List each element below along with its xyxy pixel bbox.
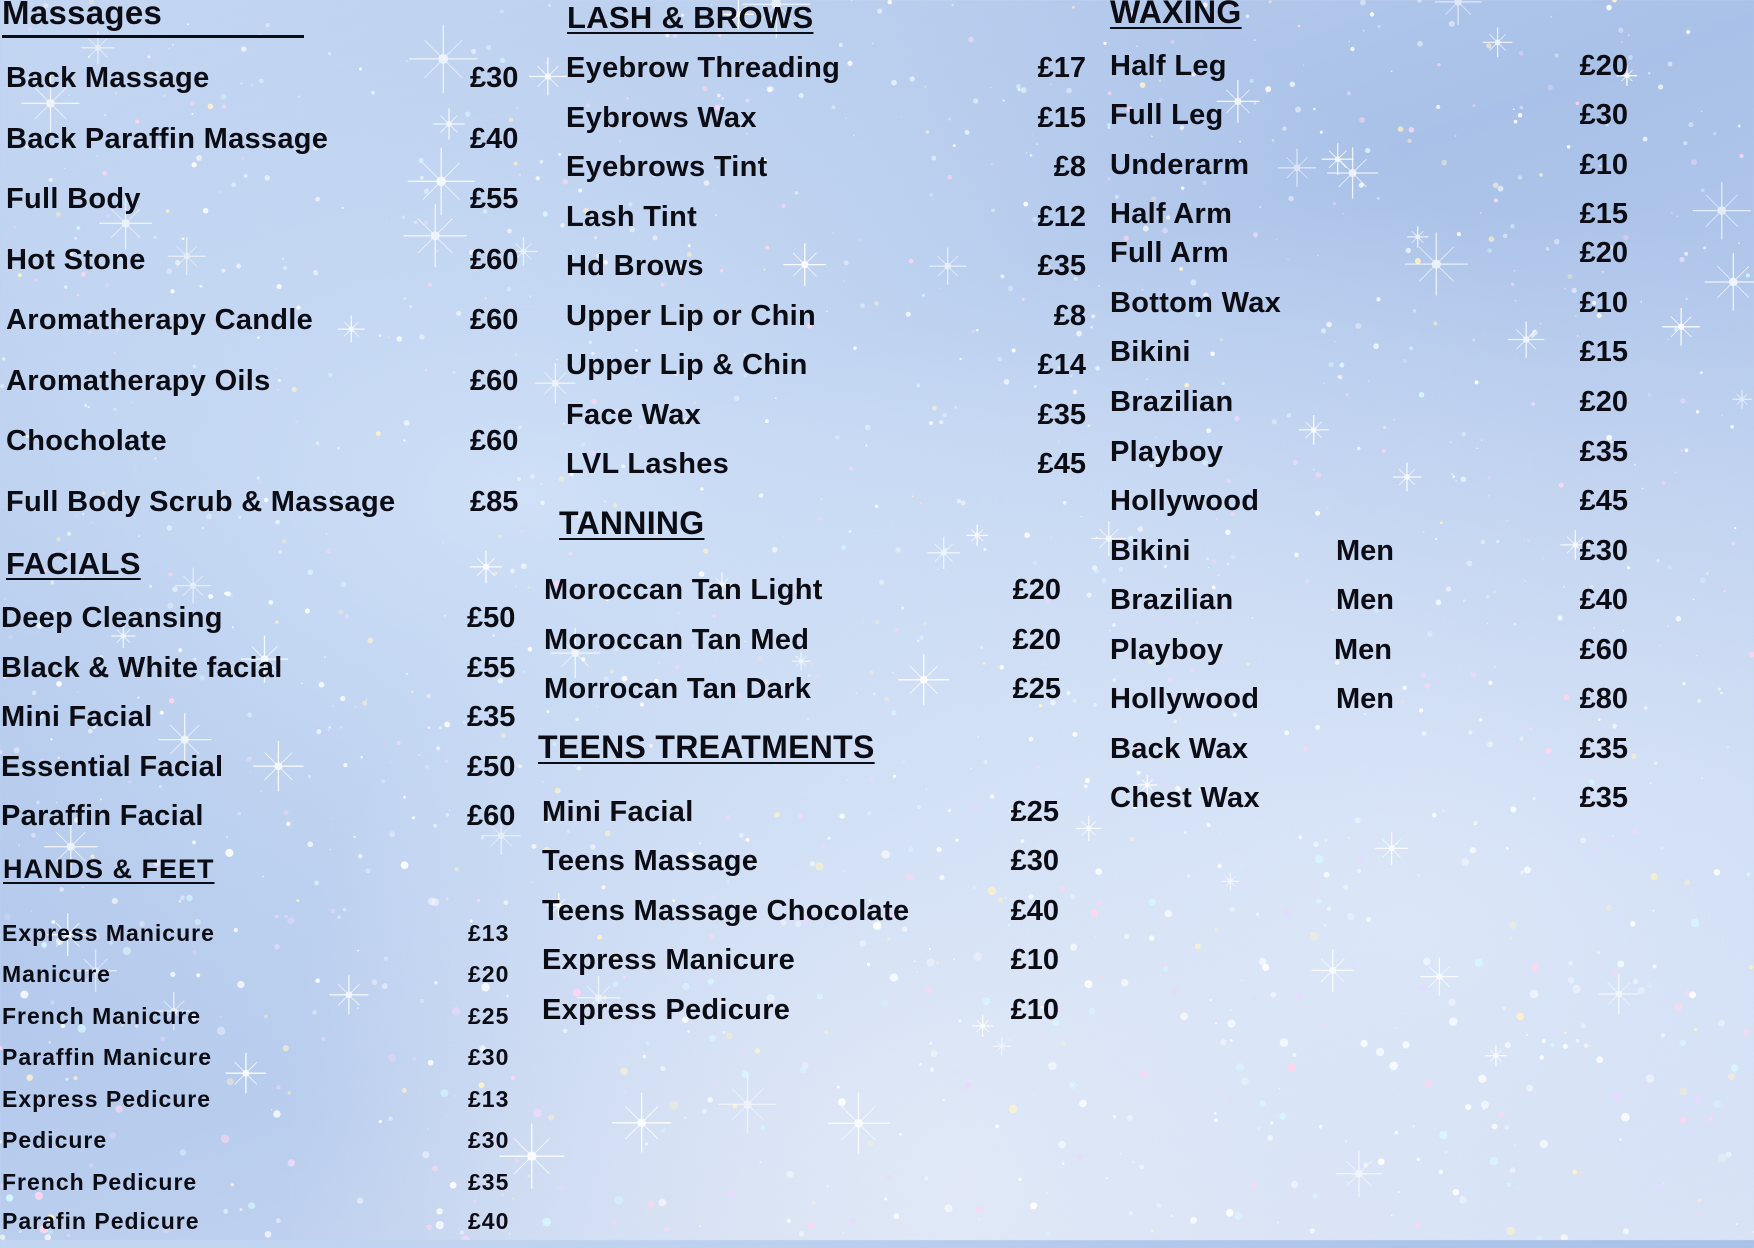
menu-item	[2, 1127, 522, 1167]
item-name: LVL Lashes	[566, 448, 730, 480]
item-name: Hollywood	[1110, 683, 1260, 715]
item-price: £35	[1579, 782, 1628, 814]
item-note: Men	[1336, 535, 1394, 567]
item-name: Essential Facial	[1, 751, 224, 783]
menu-item	[544, 624, 1061, 664]
item-name: Half Arm	[1110, 198, 1233, 230]
menu-item	[1, 652, 521, 692]
menu-item	[1110, 237, 1628, 277]
section-title-teens-treatments: TEENS TREATMENTS	[538, 729, 875, 765]
item-name: Teens Massage	[542, 845, 759, 877]
menu-item	[2, 1086, 522, 1126]
item-price: £50	[467, 751, 516, 783]
menu-item	[1110, 50, 1628, 90]
item-note: Men	[1336, 683, 1394, 715]
item-name: Mini Facial	[1, 701, 153, 733]
item-price: £10	[1579, 149, 1628, 181]
item-price: £30	[1010, 845, 1059, 877]
menu-item	[1110, 386, 1628, 426]
menu-item	[542, 895, 1059, 935]
menu-item	[1110, 584, 1628, 624]
item-price: £55	[467, 652, 516, 684]
menu-item	[2, 1044, 522, 1084]
item-name: Moroccan Tan Med	[544, 624, 810, 656]
item-name: Back Wax	[1110, 733, 1249, 765]
item-price: £25	[1010, 796, 1059, 828]
item-price: £20	[1579, 386, 1628, 418]
item-name: Parafin Pedicure	[2, 1208, 200, 1234]
menu-item	[6, 123, 522, 163]
menu-item	[1110, 336, 1628, 376]
item-price: £45	[1579, 485, 1628, 517]
item-name: Hollywood	[1110, 485, 1260, 517]
menu-item	[2, 1003, 522, 1043]
menu-item	[1110, 287, 1628, 327]
item-price: £10	[1010, 944, 1059, 976]
item-price: £40	[1579, 584, 1628, 616]
item-price: £17	[1037, 52, 1086, 84]
item-price: £80	[1579, 683, 1628, 715]
menu-item	[1, 800, 521, 840]
menu-item	[542, 944, 1059, 984]
item-name: Playboy	[1110, 436, 1224, 468]
item-name: Deep Cleansing	[1, 602, 223, 634]
menu-item	[1, 751, 521, 791]
item-price: £25	[468, 1003, 510, 1029]
menu-item	[544, 673, 1061, 713]
menu-item	[2, 961, 522, 1001]
section-title-waxing: WAXING	[1110, 0, 1242, 30]
item-name: Face Wax	[566, 399, 702, 431]
item-name: Back Paraffin Massage	[6, 123, 329, 155]
menu-item	[1110, 436, 1628, 476]
menu-item	[542, 845, 1059, 885]
item-price: £40	[468, 1208, 510, 1234]
menu-item	[566, 201, 1086, 241]
item-price: £60	[470, 425, 519, 457]
menu-item	[2, 1169, 522, 1209]
menu-item	[6, 244, 522, 284]
menu-item	[566, 102, 1086, 142]
menu-item	[6, 62, 522, 102]
item-name: Express Pedicure	[542, 994, 791, 1026]
section-title-facials: FACIALS	[6, 546, 141, 581]
item-price: £20	[1012, 574, 1061, 606]
item-name: Upper Lip or Chin	[566, 300, 816, 332]
item-price: £14	[1037, 349, 1086, 381]
item-name: Playboy	[1110, 634, 1224, 666]
menu-item	[1, 701, 521, 741]
item-price: £85	[470, 486, 519, 518]
item-price: £13	[468, 1086, 510, 1112]
item-price: £60	[470, 244, 519, 276]
item-name: Moroccan Tan Light	[544, 574, 823, 606]
item-name: Morrocan Tan Dark	[544, 673, 812, 705]
item-name: Manicure	[2, 961, 111, 987]
menu-item	[542, 994, 1059, 1034]
item-name: Bikini	[1110, 336, 1191, 368]
item-price: £35	[468, 1169, 510, 1195]
item-price: £35	[1037, 399, 1086, 431]
item-price: £55	[470, 183, 519, 215]
menu-item	[6, 304, 522, 344]
menu-item	[566, 52, 1086, 92]
item-name: Hd Brows	[566, 250, 704, 282]
item-price: £10	[1579, 287, 1628, 319]
item-name: Back Massage	[6, 62, 210, 94]
item-note: Men	[1336, 584, 1394, 616]
item-price: £15	[1037, 102, 1086, 134]
item-price: £8	[1053, 300, 1086, 332]
menu-item	[566, 399, 1086, 439]
menu-item	[566, 151, 1086, 191]
menu-item	[1110, 782, 1628, 822]
item-name: Half Leg	[1110, 50, 1227, 82]
menu-item	[6, 183, 522, 223]
section-title-lash-brows: LASH & BROWS	[567, 0, 814, 35]
item-price: £20	[1579, 50, 1628, 82]
menu-item	[6, 365, 522, 405]
section-title-tanning: TANNING	[559, 505, 705, 541]
item-name: Express Manicure	[2, 920, 215, 946]
menu-item	[1110, 535, 1628, 575]
item-name: Bikini	[1110, 535, 1191, 567]
item-name: Eyebrows Tint	[566, 151, 768, 183]
item-price: £40	[470, 123, 519, 155]
item-price: £60	[1579, 634, 1628, 666]
item-name: Teens Massage Chocolate	[542, 895, 910, 927]
item-price: £30	[468, 1044, 510, 1070]
section-title-massages: Massages	[2, 0, 163, 31]
item-price: £20	[1579, 237, 1628, 269]
item-note: Men	[1334, 634, 1392, 666]
item-name: Pedicure	[2, 1127, 108, 1153]
item-price: £45	[1037, 448, 1086, 480]
item-name: Eyebrow Threading	[566, 52, 841, 84]
menu-item	[1110, 149, 1628, 189]
item-price: £50	[467, 602, 516, 634]
menu-item	[566, 349, 1086, 389]
menu-item	[6, 425, 522, 465]
menu-item	[566, 300, 1086, 340]
item-price: £35	[1579, 436, 1628, 468]
item-name: Brazilian	[1110, 386, 1234, 418]
menu-item	[1, 602, 521, 642]
massages-underline	[2, 35, 304, 38]
menu-item	[2, 920, 522, 960]
item-price: £8	[1053, 151, 1086, 183]
item-price: £30	[1579, 99, 1628, 131]
item-price: £40	[1010, 895, 1059, 927]
item-price: £60	[470, 365, 519, 397]
item-name: Bottom Wax	[1110, 287, 1282, 319]
item-name: Paraffin Manicure	[2, 1044, 212, 1070]
item-price: £30	[468, 1127, 510, 1153]
item-price: £60	[470, 304, 519, 336]
menu-item	[1110, 634, 1628, 674]
item-price: £12	[1037, 201, 1086, 233]
menu-item	[566, 250, 1086, 290]
item-name: Chocholate	[6, 425, 167, 457]
item-price: £60	[467, 800, 516, 832]
menu-item	[6, 486, 522, 526]
item-name: Chest Wax	[1110, 782, 1260, 814]
item-name: Express Pedicure	[2, 1086, 212, 1112]
menu-item	[1110, 99, 1628, 139]
menu-item	[566, 448, 1086, 488]
item-name: Aromatherapy Candle	[6, 304, 314, 336]
item-price: £10	[1010, 994, 1059, 1026]
item-price: £20	[468, 961, 510, 987]
item-name: French Pedicure	[2, 1169, 198, 1195]
item-price: £35	[467, 701, 516, 733]
item-name: Underarm	[1110, 149, 1250, 181]
menu-item	[544, 574, 1061, 614]
menu-item	[1110, 733, 1628, 773]
item-name: Paraffin Facial	[1, 800, 204, 832]
item-name: Lash Tint	[566, 201, 698, 233]
item-name: Eybrows Wax	[566, 102, 757, 134]
item-name: Aromatherapy Oils	[6, 365, 271, 397]
item-price: £35	[1037, 250, 1086, 282]
item-name: French Manicure	[2, 1003, 202, 1029]
item-price: £13	[468, 920, 510, 946]
item-name: Mini Facial	[542, 796, 694, 828]
item-name: Full Body Scrub & Massage	[6, 486, 396, 518]
item-price: £25	[1012, 673, 1061, 705]
item-name: Upper Lip & Chin	[566, 349, 808, 381]
menu-item	[2, 1208, 522, 1248]
menu-item	[1110, 198, 1628, 238]
item-price: £15	[1579, 336, 1628, 368]
item-name: Brazilian	[1110, 584, 1234, 616]
item-name: Black & White facial	[1, 652, 283, 684]
item-price: £35	[1579, 733, 1628, 765]
item-price: £30	[1579, 535, 1628, 567]
menu-item	[1110, 485, 1628, 525]
item-name: Full Arm	[1110, 237, 1229, 269]
section-title-hands-feet: HANDS & FEET	[3, 854, 215, 884]
item-price: £20	[1012, 624, 1061, 656]
item-name: Express Manicure	[542, 944, 796, 976]
item-name: Full Leg	[1110, 99, 1224, 131]
item-price: £15	[1579, 198, 1628, 230]
item-name: Full Body	[6, 183, 141, 215]
item-name: Hot Stone	[6, 244, 146, 276]
item-price: £30	[470, 62, 519, 94]
menu-item	[1110, 683, 1628, 723]
menu-item	[542, 796, 1059, 836]
